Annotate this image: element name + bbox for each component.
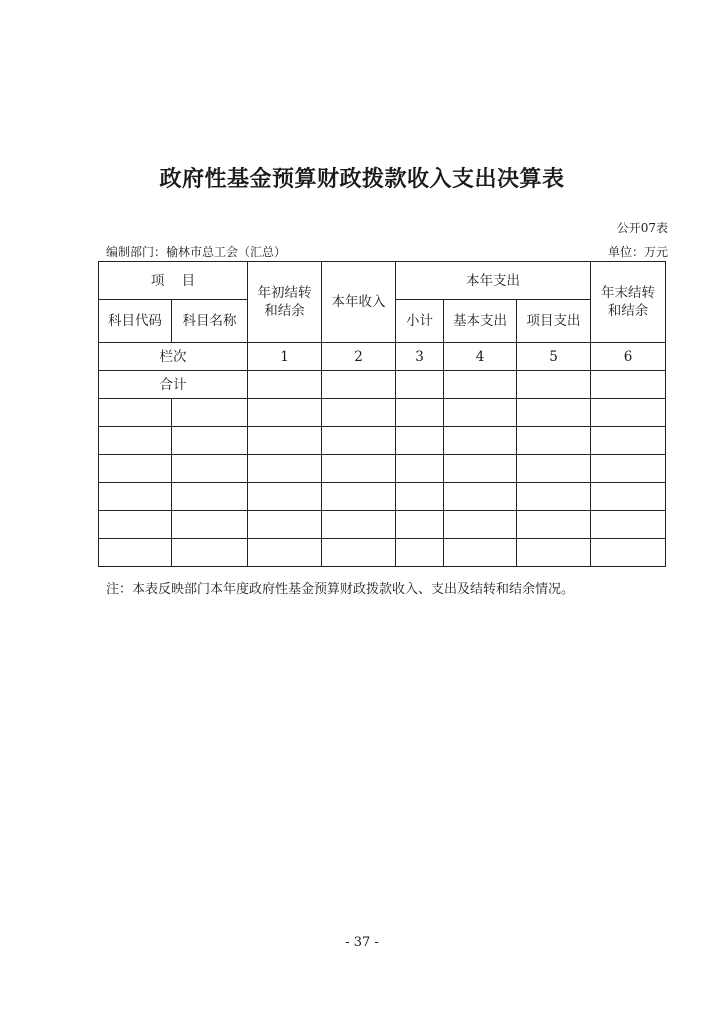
table-cell	[172, 455, 248, 483]
header-project: 项目支出	[517, 300, 591, 343]
table-cell	[444, 483, 517, 511]
header-income: 本年收入	[322, 262, 396, 343]
table-row	[99, 455, 666, 483]
header-start-balance	[248, 262, 322, 343]
table-cell	[517, 427, 591, 455]
header-basic: 基本支出	[444, 300, 517, 343]
table-cell	[99, 539, 172, 567]
column-index-2: 2	[322, 343, 396, 371]
table-row	[99, 427, 666, 455]
empty-rows	[99, 399, 666, 567]
table-cell	[517, 483, 591, 511]
header-end-balance	[591, 262, 666, 343]
table-cell	[396, 511, 444, 539]
table-cell	[517, 455, 591, 483]
table-cell	[322, 371, 396, 399]
table-cell	[396, 455, 444, 483]
total-row	[99, 371, 666, 399]
table-cell	[517, 511, 591, 539]
header-start-balance-line-2: 和结余	[264, 303, 305, 319]
table-cell	[591, 511, 666, 539]
table-cell	[396, 427, 444, 455]
column-index-label: 栏次	[99, 343, 248, 371]
table-cell	[322, 511, 396, 539]
page-title: 政府性基金预算财政拨款收入支出决算表	[159, 166, 565, 192]
table-cell	[322, 455, 396, 483]
table-cell	[322, 427, 396, 455]
column-index-3: 3	[396, 343, 444, 371]
table-cell	[591, 539, 666, 567]
table-row	[99, 483, 666, 511]
column-index-4: 4	[444, 343, 517, 371]
table-cell	[172, 399, 248, 427]
table-cell	[591, 483, 666, 511]
form-code: 公开07表	[616, 221, 668, 235]
total-label: 合计	[99, 371, 248, 399]
meta-row	[106, 243, 668, 259]
table-cell	[322, 539, 396, 567]
column-index-5: 5	[517, 343, 591, 371]
table-cell	[444, 511, 517, 539]
header-start-balance-line-1: 年初结转	[257, 285, 312, 301]
budget-table	[98, 261, 666, 567]
table-cell	[99, 483, 172, 511]
table-row	[99, 399, 666, 427]
header-row-1	[99, 262, 666, 300]
table-row	[99, 539, 666, 567]
table-cell	[396, 539, 444, 567]
column-index-row	[99, 343, 666, 371]
table-cell	[591, 455, 666, 483]
header-end-balance-line-2: 和结余	[607, 303, 649, 319]
table-cell	[322, 399, 396, 427]
table-cell	[99, 511, 172, 539]
table-cell	[396, 483, 444, 511]
table-cell	[248, 399, 322, 427]
table-row	[99, 511, 666, 539]
table-cell	[591, 427, 666, 455]
table-cell	[172, 511, 248, 539]
table-cell	[248, 427, 322, 455]
table-cell	[591, 371, 666, 399]
header-subject-name: 科目名称	[172, 300, 248, 343]
org-label: 编制部门：榆林市总工会（汇总）	[106, 245, 287, 259]
table-cell	[248, 539, 322, 567]
header-subject-code: 科目代码	[99, 300, 172, 343]
page-number: - 37 -	[345, 935, 379, 950]
table-cell	[444, 371, 517, 399]
table-cell	[444, 539, 517, 567]
unit-label: 单位：万元	[607, 245, 668, 259]
table-cell	[517, 371, 591, 399]
table-cell	[99, 455, 172, 483]
table-cell	[444, 455, 517, 483]
column-index-6: 6	[591, 343, 666, 371]
table-cell	[444, 399, 517, 427]
table-cell	[591, 399, 666, 427]
table-cell	[396, 399, 444, 427]
table-cell	[172, 483, 248, 511]
table-cell	[248, 511, 322, 539]
table-cell	[248, 483, 322, 511]
header-expense: 本年支出	[396, 262, 591, 300]
column-index-1: 1	[248, 343, 322, 371]
table-cell	[517, 539, 591, 567]
table-cell	[248, 371, 322, 399]
footnote: 注：本表反映部门本年度政府性基金预算财政拨款收入、支出及结转和结余情况。	[106, 582, 575, 597]
table-cell	[248, 455, 322, 483]
header-subtotal: 小计	[396, 300, 444, 343]
header-end-balance-line-1: 年末结转	[601, 285, 656, 301]
table-cell	[396, 371, 444, 399]
table-cell	[172, 427, 248, 455]
header-item: 项 目	[99, 262, 248, 300]
table-cell	[172, 539, 248, 567]
table-cell	[99, 427, 172, 455]
table-cell	[444, 427, 517, 455]
table-cell	[99, 399, 172, 427]
table-cell	[517, 399, 591, 427]
table-cell	[322, 483, 396, 511]
